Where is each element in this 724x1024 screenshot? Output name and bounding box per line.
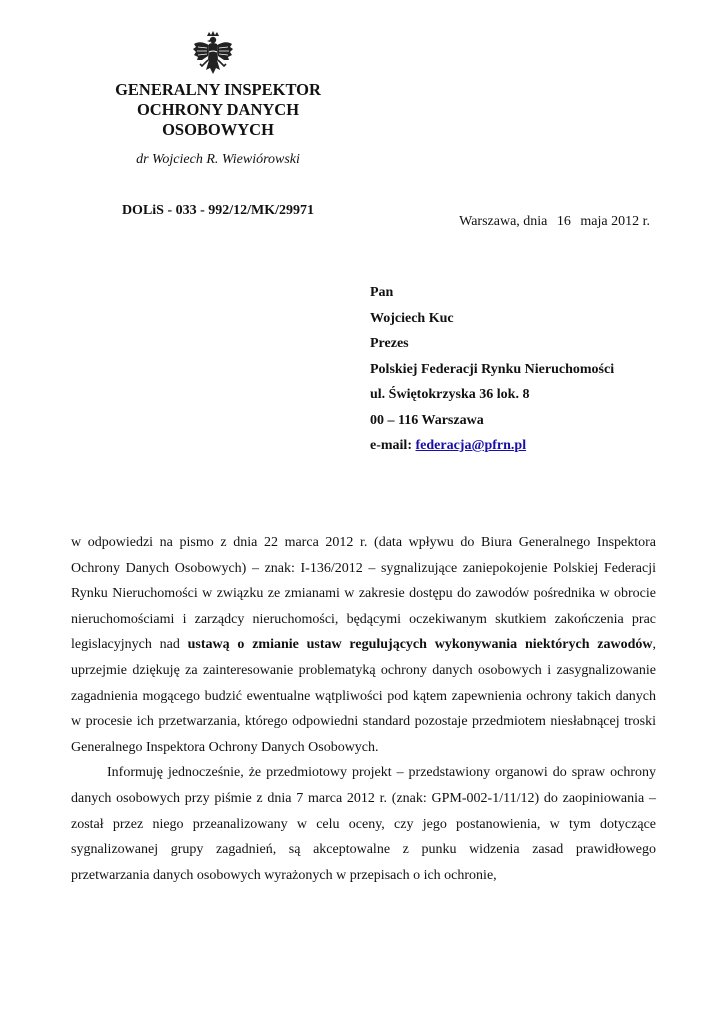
addressee-organization: Polskiej Federacji Rynku Nieruchomości	[370, 361, 615, 377]
addressee-city: 00 – 116 Warszawa	[370, 412, 484, 428]
official-name: dr Wojciech R. Wiewiórowski	[136, 152, 300, 167]
date-suffix: maja 2012 r.	[580, 214, 650, 229]
law-title-bold: ustawą o zmianie ustaw regulujących wykonywania niektórych zawodów	[187, 637, 653, 653]
email-link[interactable]: federacja@pfrn.pl	[415, 438, 527, 453]
addressee-email-row	[370, 433, 614, 459]
polish-eagle-emblem-icon	[188, 30, 238, 80]
date-prefix: Warszawa, dnia	[459, 214, 548, 229]
paragraph-1-text-end: , uprzejmie dziękuję za zainteresowanie problematyką ochrony danych osobowych i zasygnalizowanie zagadnienia mogącego budzić ewentualne wątpliwości pod kątem zapewnienia ochrony takich danych w procesie ich przetwarzania, którego odpowiedni standard pozostaje przedmiotem niesłabnącej troski Generalnego Inspektora Ochrony Danych Osobowych.	[71, 637, 656, 755]
addressee-salutation: Pan	[370, 285, 394, 300]
letter-body	[71, 530, 656, 888]
paragraph-1-text-start: w odpowiedzi na pismo z dnia 22 marca 2012 r. (data wpływu do Biura Generalnego Inspektora Ochrony Danych Osobowych) – znak: I-136/2012 – sygnalizujące zaniepokojenie Polskiej Federacji Rynku Nieruchomości w związku ze zmianami w zakresie dostępu do zawodów pośrednika w obrocie nieruchomościami i zarządcy nieruchomości, będącymi oczekiwanym skutkiem zakończenia prac legislacyjnych nad	[71, 535, 656, 653]
email-label: e-mail:	[370, 438, 412, 453]
addressee-name: Wojciech Kuc	[370, 310, 454, 326]
addressee-title: Prezes	[370, 336, 409, 351]
date-day: 16	[556, 214, 571, 229]
org-name-line-3: OSOBOWYCH	[162, 120, 274, 139]
organization-name	[80, 80, 356, 140]
addressee-block	[370, 280, 614, 459]
addressee-street: ul. Świętokrzyska 36 lok. 8	[370, 387, 530, 402]
reference-number: DOLiS - 033 - 992/12/MK/29971	[121, 203, 315, 218]
org-name-line-2: OCHRONY DANYCH	[136, 100, 300, 119]
org-name-line-1: GENERALNY INSPEKTOR	[115, 80, 321, 99]
letter-date	[459, 214, 650, 230]
body-paragraph-1	[71, 530, 656, 760]
body-paragraph-2: Informuję jednocześnie, że przedmiotowy projekt – przedstawiony organowi do spraw ochrony danych osobowych przy piśmie z dnia 7 marca 2012 r. (znak: GPM-002-1/11/12) do zaopiniowania – został przez niego przeanalizowany w celu oceny, czy jego postanowienia, w tym dotyczące sygnalizowanej grupy zagadnień, są akceptowalne z punku widzenia zasad prawidłowego przetwarzania danych osobowych wyrażonych w przepisach o ich ochronie,	[71, 765, 656, 883]
